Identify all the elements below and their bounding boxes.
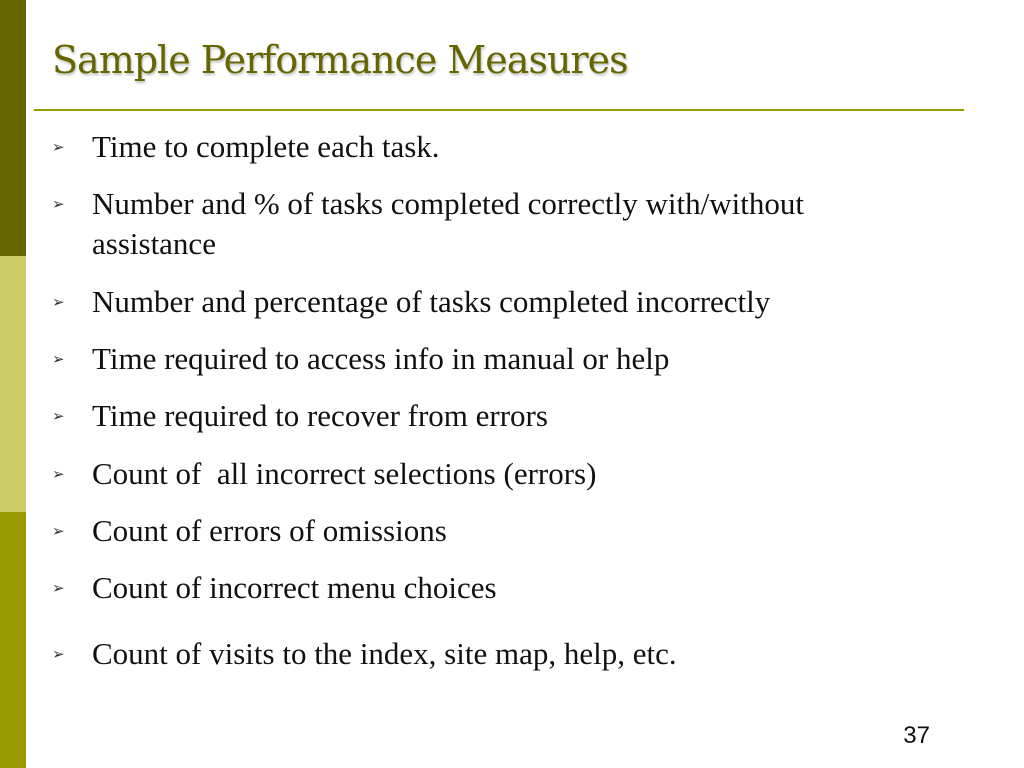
arrow-bullet-icon: ➢ [52, 522, 65, 540]
arrow-bullet-icon: ➢ [52, 350, 65, 368]
bullet-text: Number and % of tasks completed correctly with/without assistance [92, 186, 804, 261]
slide-title: Sample Performance Measures [52, 38, 628, 82]
bullet-text: Count of all incorrect selections (errors) [92, 456, 597, 491]
arrow-bullet-icon: ➢ [52, 465, 65, 483]
bullet-text: Time required to recover from errors [92, 398, 548, 433]
bullet-text: Time to complete each task. [92, 129, 440, 164]
arrow-bullet-icon: ➢ [52, 579, 65, 597]
arrow-bullet-icon: ➢ [52, 293, 65, 311]
bullet-text: Count of incorrect menu choices [92, 570, 497, 605]
page-number: 37 [903, 722, 930, 749]
bullet-text: Count of errors of omissions [92, 513, 447, 548]
bullet-text: Number and percentage of tasks completed incorrectly [92, 284, 771, 319]
bullet-text: Count of visits to the index, site map, help, etc. [92, 636, 677, 671]
arrow-bullet-icon: ➢ [52, 407, 65, 425]
arrow-bullet-icon: ➢ [52, 195, 65, 213]
bullet-text: Time required to access info in manual or help [92, 341, 670, 376]
arrow-bullet-icon: ➢ [52, 138, 65, 156]
arrow-bullet-icon: ➢ [52, 645, 65, 663]
